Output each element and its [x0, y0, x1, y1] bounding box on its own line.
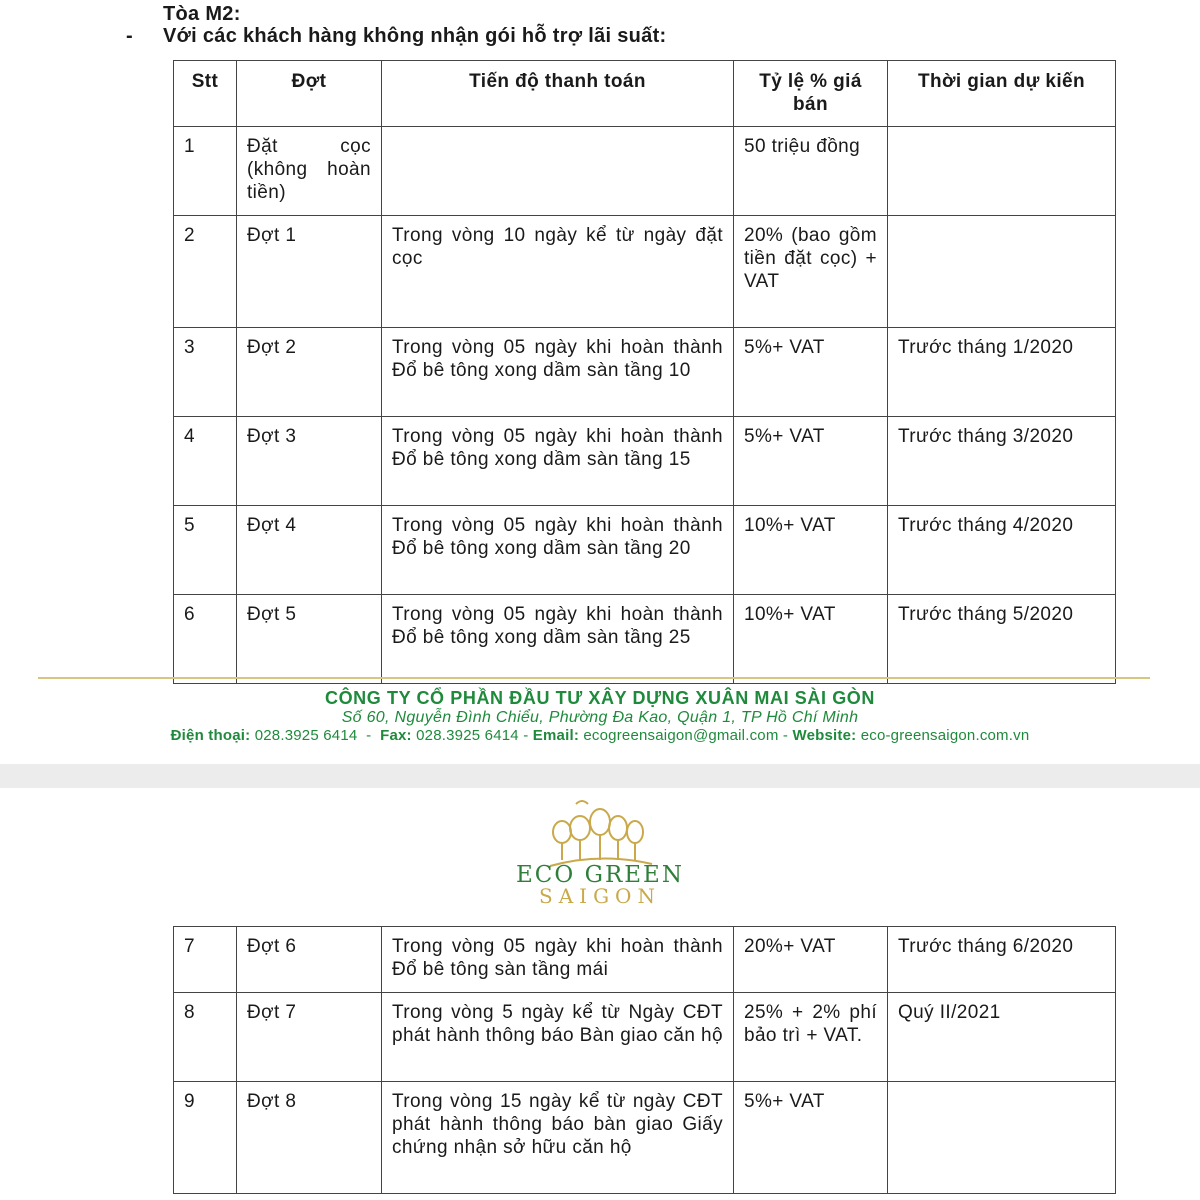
table-row [174, 993, 1116, 1082]
customer-note: Với các khách hàng không nhận gói hỗ trợ lãi suất: [163, 25, 667, 47]
cell-time: Trước tháng 3/2020 [888, 417, 1116, 506]
cell-ratio: 5%+ VAT [734, 1082, 888, 1194]
footer-contact-line [0, 727, 1200, 744]
table-row [174, 595, 1116, 684]
footer-company-name: CÔNG TY CỔ PHẦN ĐẦU TƯ XÂY DỰNG XUÂN MAI SÀI GÒN [324, 688, 876, 708]
cell-installment: Đặt cọc (không hoàn tiền) [237, 127, 382, 216]
website-url: eco-greensaigon.com.vn [860, 727, 1030, 744]
cell-time: Trước tháng 6/2020 [888, 927, 1116, 993]
cell-time [888, 127, 1116, 216]
email-address: ecogreensaigon@gmail.com [583, 727, 779, 744]
header-expected-time: Thời gian dự kiến [888, 61, 1116, 127]
cell-stt: 3 [174, 328, 237, 417]
cell-time [888, 216, 1116, 328]
cell-installment: Đợt 8 [237, 1082, 382, 1194]
table-row [174, 1082, 1116, 1194]
email-label: Email: [532, 727, 580, 744]
cell-ratio: 25% + 2% phí bảo trì + VAT. [734, 993, 888, 1082]
payment-schedule-table-continued [173, 926, 1116, 1194]
table-row [174, 127, 1116, 216]
logo-text-eco-green: ECO GREEN [516, 862, 684, 888]
cell-ratio: 5%+ VAT [734, 417, 888, 506]
table-row [174, 216, 1116, 328]
cell-installment: Đợt 5 [237, 595, 382, 684]
cell-ratio: 50 triệu đồng [734, 127, 888, 216]
logo-text-saigon: SAIGON [539, 884, 661, 908]
cell-stt: 4 [174, 417, 237, 506]
table-row [174, 927, 1116, 993]
header-installment: Đợt [237, 61, 382, 127]
footer-address: Số 60, Nguyễn Đình Chiểu, Phường Đa Kao, Quận 1, TP Hồ Chí Minh [341, 709, 859, 726]
table-row [174, 417, 1116, 506]
separator: - [782, 727, 789, 744]
cell-stt: 2 [174, 216, 237, 328]
payment-schedule-table [173, 60, 1116, 684]
cell-progress [382, 127, 734, 216]
cell-progress: Trong vòng 15 ngày kể từ ngày CĐT phát hành thông báo bàn giao Giấy chứng nhận sở hữu căn hộ [382, 1082, 734, 1194]
cell-installment: Đợt 6 [237, 927, 382, 993]
cell-time [888, 1082, 1116, 1194]
separator: - [366, 727, 372, 744]
cell-time: Trước tháng 4/2020 [888, 506, 1116, 595]
cell-progress: Trong vòng 05 ngày khi hoàn thành Đổ bê tông xong dầm sàn tầng 10 [382, 328, 734, 417]
header-stt: Stt [174, 61, 237, 127]
cell-stt: 8 [174, 993, 237, 1082]
table-row [174, 328, 1116, 417]
cell-stt: 6 [174, 595, 237, 684]
separator: - [523, 727, 529, 744]
cell-ratio: 20%+ VAT [734, 927, 888, 993]
cell-stt: 5 [174, 506, 237, 595]
header-price-ratio: Tỷ lệ % giá bán [734, 61, 888, 127]
cell-progress: Trong vòng 05 ngày khi hoàn thành Đổ bê tông xong dầm sàn tầng 25 [382, 595, 734, 684]
cell-installment: Đợt 1 [237, 216, 382, 328]
header-payment-progress: Tiến độ thanh toán [382, 61, 734, 127]
footer-divider [38, 677, 1150, 679]
cell-ratio: 10%+ VAT [734, 506, 888, 595]
cell-time: Quý II/2021 [888, 993, 1116, 1082]
cell-progress: Trong vòng 10 ngày kể từ ngày đặt cọc [382, 216, 734, 328]
tower-heading: Tòa M2: [163, 3, 241, 25]
cell-ratio: 5%+ VAT [734, 328, 888, 417]
list-dash: - [126, 25, 133, 47]
phone-number: 028.3925 6414 [254, 727, 358, 744]
cell-stt: 9 [174, 1082, 237, 1194]
cell-installment: Đợt 4 [237, 506, 382, 595]
cell-progress: Trong vòng 05 ngày khi hoàn thành Đổ bê tông xong dầm sàn tầng 15 [382, 417, 734, 506]
fax-label: Fax: [380, 727, 412, 744]
phone-label: Điện thoại: [170, 727, 251, 744]
cell-time: Trước tháng 5/2020 [888, 595, 1116, 684]
cell-time: Trước tháng 1/2020 [888, 328, 1116, 417]
cell-stt: 7 [174, 927, 237, 993]
cell-progress: Trong vòng 05 ngày khi hoàn thành Đổ bê tông xong dầm sàn tầng 20 [382, 506, 734, 595]
website-label: Website: [792, 727, 857, 744]
cell-installment: Đợt 2 [237, 328, 382, 417]
cell-installment: Đợt 3 [237, 417, 382, 506]
cell-ratio: 20% (bao gồm tiền đặt cọc) + VAT [734, 216, 888, 328]
cell-progress: Trong vòng 5 ngày kể từ Ngày CĐT phát hành thông báo Bàn giao căn hộ [382, 993, 734, 1082]
table-row [174, 506, 1116, 595]
table-header-row [174, 61, 1116, 127]
cell-ratio: 10%+ VAT [734, 595, 888, 684]
cell-installment: Đợt 7 [237, 993, 382, 1082]
cell-progress: Trong vòng 05 ngày khi hoàn thành Đổ bê tông sàn tầng mái [382, 927, 734, 993]
cell-stt: 1 [174, 127, 237, 216]
fax-number: 028.3925 6414 [416, 727, 519, 744]
